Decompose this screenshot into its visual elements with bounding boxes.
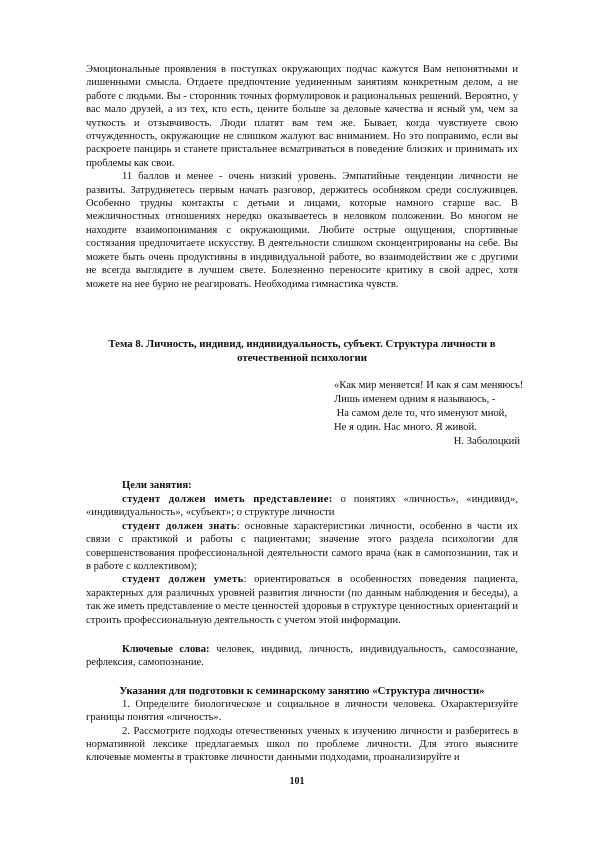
keywords-text: человек, индивид, личность, индивидуальность, самосознание, рефлексия, самопознание. xyxy=(86,643,518,669)
goal-item xyxy=(86,573,518,627)
goal-item xyxy=(86,493,518,520)
goal-item xyxy=(86,520,518,574)
epigraph-line: На самом деле то, что именуют мной, xyxy=(334,407,507,419)
goals-heading: Цели занятия: xyxy=(122,479,192,491)
instruction-item: 1. Определите биологическое и социальное в личности человека. Охарактеризуйте границы понятия «личность». xyxy=(86,698,518,724)
goal-text: о понятиях «личность», «индивид», «индивидуальность», «субъект»; о структуре личности xyxy=(86,493,518,519)
epigraph-line: Лишь именем одним я называюсь, - xyxy=(334,393,496,405)
paragraph-emotional: Эмоциональные проявления в поступках окружающих подчас кажутся Вам непонятными и лишенными смысла. Отдаете предпочтение уединенным занятиям конкретным делом, а не работе с людьми. Вы - сторонник точных формулировок и рациональных решений. Вероятно, у вас мало друзей, а из тех, кто есть, цените больше за деловые качества и ясный ум, чем за чуткость и отзывчивость. Люди платят вам тем же. Бывает, когда чувствуете свою отчужденность, окружающие не слишком жалуют вас вниманием. Но это поправимо, если вы раскроете панцирь и станете пристальнее всматриваться в поведение близких и принимать их проблемы как свои. xyxy=(86,64,518,169)
epigraph-line: Не я один. Нас много. Я живой. xyxy=(334,421,477,433)
epigraph-author: Н. Заболоцкий xyxy=(453,435,520,447)
epigraph-line: «Как мир меняется! И как я сам меняюсь! xyxy=(334,379,524,391)
instructions-heading: Указания для подготовки к семинарскому занятию «Структура личности» xyxy=(119,684,485,697)
goal-label: студент должен знать xyxy=(122,520,237,532)
page-number: 101 xyxy=(289,776,305,787)
keywords xyxy=(86,643,518,670)
document-page xyxy=(86,63,524,765)
goal-text: : ориентироваться в особенностях поведения пациента, характерных для различных уровней развития личности (по данным наблюдения и беседы), а так же иметь представление о месте ценностей здоровья в структуре ценностных ориентаций и строить профессиональную деятельность с учетом этой информации. xyxy=(86,574,519,626)
keywords-label: Ключевые слова: xyxy=(122,643,210,655)
goal-text: : основные характеристики личности, особенно в части их связи с практикой и работы с пациентами; значение этого раздела психологии для совершенствования профессиональной деятельности самого врача (как в самопознании, так и в работе с коллективом); xyxy=(86,520,518,572)
topic-title: Тема 8. Личность, индивид, индивидуальность, субъект. Структура личности в отечественной психологии xyxy=(108,337,496,364)
goal-label: студент должен уметь xyxy=(122,574,244,586)
goal-label: студент должен иметь представление: xyxy=(122,493,333,505)
paragraph-low-level: 11 баллов и менее - очень низкий уровень. Эмпатийные тенденции личности не развиты. Затрудняетесь первым начать разговор, держитесь особняком среди сослуживцев. Особенно трудны контакты с детьми и лицами, которые намного старше вас. В межличностных отношениях нередко оказываетесь в неловком положении. Во многом не находите взаимопонимания с окружающими. Любите острые ощущения, спортивные состязания предпочитаете искусству. В деятельности слишком сконцентрированы на себе. Вы можете быть очень продуктивны в индивидуальной работе, во взаимодействии же с другими не всегда выглядите в лучшем свете. Болезненно переносите критику в свой адрес, хотя можете на нее бурно не реагировать. Необходима гимнастика чувств. xyxy=(86,171,518,290)
instruction-item: 2. Рассмотрите подходы отечественных ученых к изучению личности и разберитесь в нормативной лексике предлагаемых школ по проблеме личности. Для этого выясните ключевые моменты в трактовке личности данными подходами, проанализируйте и xyxy=(86,725,518,764)
epigraph xyxy=(334,379,524,449)
